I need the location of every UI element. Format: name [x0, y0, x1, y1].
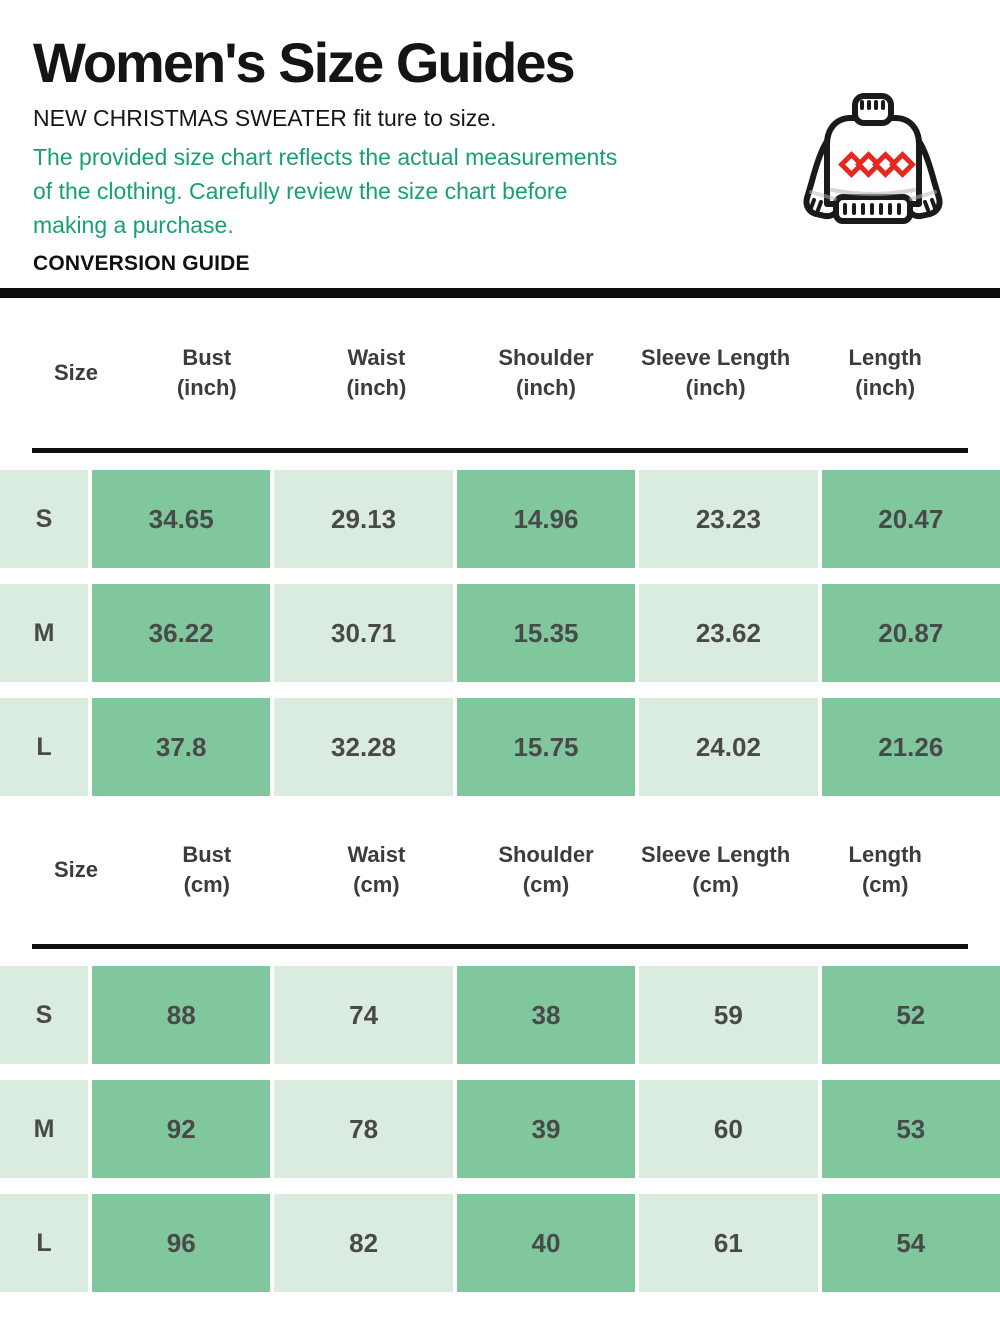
column-header-sleeve-length: Sleeve Length (inch)	[641, 345, 791, 400]
size-cell: M	[0, 1080, 88, 1178]
page-title: Women's Size Guides	[33, 31, 574, 94]
value-cell: 20.47	[822, 470, 1000, 568]
value-cell: 82	[274, 1194, 452, 1292]
size-cell: M	[0, 584, 88, 682]
value-cell: 39	[457, 1080, 635, 1178]
value-cell: 74	[274, 966, 452, 1064]
value-cell: 14.96	[457, 470, 635, 568]
value-cell: 61	[639, 1194, 817, 1292]
intro-section	[0, 0, 1000, 288]
value-cell: 20.87	[822, 584, 1000, 682]
size-table-cm	[0, 796, 1000, 1292]
value-cell: 78	[274, 1080, 452, 1178]
value-cell: 92	[92, 1080, 270, 1178]
value-cell: 60	[639, 1080, 817, 1178]
note-line: The provided size chart reflects the actual measurements	[33, 144, 618, 170]
column-header-shoulder: Shoulder (inch)	[498, 345, 594, 400]
table-header-cm	[32, 796, 968, 944]
value-cell: 37.8	[92, 698, 270, 796]
value-cell: 38	[457, 966, 635, 1064]
column-header-waist: Waist (cm)	[347, 842, 406, 897]
size-cell: S	[0, 470, 88, 568]
value-cell: 96	[92, 1194, 270, 1292]
divider-bar-top	[0, 288, 1000, 298]
column-header-bust: Bust (inch)	[176, 345, 237, 400]
note-line: of the clothing. Carefully review the size chart before	[33, 178, 568, 204]
column-header-length: Length (cm)	[848, 842, 922, 897]
value-cell: 53	[822, 1080, 1000, 1178]
size-cell: L	[0, 1194, 88, 1292]
value-cell: 23.62	[639, 584, 817, 682]
christmas-sweater-icon	[798, 93, 948, 228]
size-cell: S	[0, 966, 88, 1064]
table-body-inch	[0, 453, 1000, 796]
value-cell: 24.02	[639, 698, 817, 796]
column-header-length: Length (inch)	[848, 345, 922, 400]
column-header-size: Size	[53, 360, 99, 385]
value-cell: 29.13	[274, 470, 452, 568]
column-header-waist: Waist (inch)	[346, 345, 407, 400]
value-cell: 32.28	[274, 698, 452, 796]
value-cell: 88	[92, 966, 270, 1064]
size-table-inch	[0, 298, 1000, 796]
column-header-size: Size	[53, 857, 99, 882]
value-cell: 15.35	[457, 584, 635, 682]
value-cell: 36.22	[92, 584, 270, 682]
value-cell: 54	[822, 1194, 1000, 1292]
table-row	[0, 470, 1000, 568]
column-header-sleeve-length: Sleeve Length (cm)	[641, 842, 791, 897]
table-row	[0, 698, 1000, 796]
value-cell: 59	[639, 966, 817, 1064]
value-cell: 40	[457, 1194, 635, 1292]
size-cell: L	[0, 698, 88, 796]
table-row	[0, 584, 1000, 682]
value-cell: 23.23	[639, 470, 817, 568]
note-line: making a purchase.	[33, 212, 234, 238]
column-header-shoulder: Shoulder (cm)	[498, 842, 594, 897]
value-cell: 30.71	[274, 584, 452, 682]
column-header-bust: Bust (cm)	[182, 842, 232, 897]
value-cell: 34.65	[92, 470, 270, 568]
table-row	[0, 966, 1000, 1064]
value-cell: 15.75	[457, 698, 635, 796]
table-body-cm	[0, 949, 1000, 1292]
value-cell: 52	[822, 966, 1000, 1064]
table-header-inch	[32, 298, 968, 448]
conversion-guide-label: CONVERSION GUIDE	[33, 252, 250, 275]
table-row	[0, 1080, 1000, 1178]
value-cell: 21.26	[822, 698, 1000, 796]
table-row	[0, 1194, 1000, 1292]
fit-note: NEW CHRISTMAS SWEATER fit ture to size.	[33, 105, 497, 131]
